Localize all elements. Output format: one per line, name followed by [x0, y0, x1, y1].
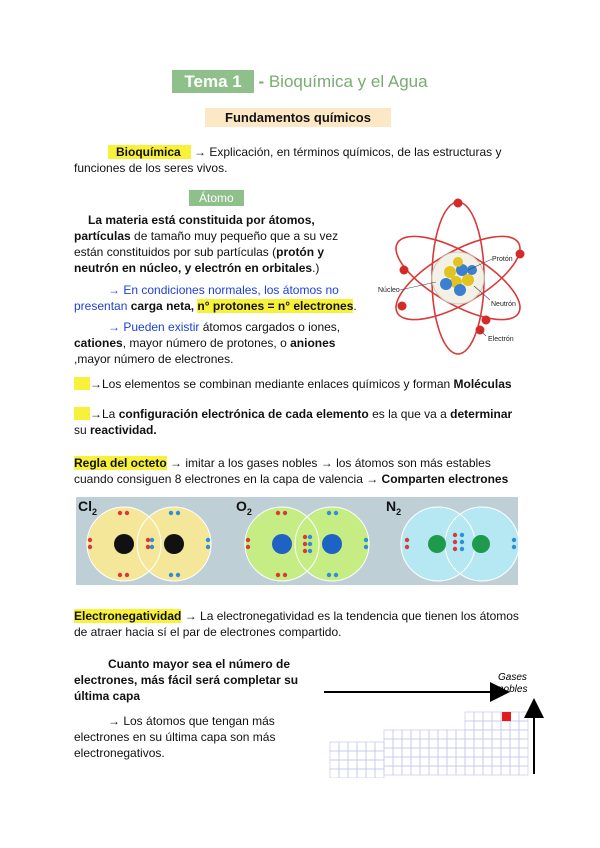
table-cell — [357, 751, 366, 760]
table-cell — [447, 757, 456, 766]
table-cell — [483, 757, 492, 766]
table-cell — [420, 730, 429, 739]
molecule-symbol: O — [236, 498, 247, 514]
table-cell — [483, 766, 492, 775]
table-cell — [411, 730, 420, 739]
table-cell — [429, 748, 438, 757]
table-cell — [402, 748, 411, 757]
table-cell — [465, 712, 474, 721]
molecule-symbol: Cl — [78, 498, 92, 514]
table-cell — [501, 721, 510, 730]
table-cell — [384, 766, 393, 775]
table-cell — [438, 757, 447, 766]
table-cell — [474, 730, 483, 739]
table-cell — [465, 757, 474, 766]
electron-dot — [398, 302, 407, 311]
table-cell — [519, 757, 528, 766]
molecule-cl2 — [78, 498, 211, 581]
table-cell — [438, 748, 447, 757]
table-cell — [366, 742, 375, 751]
table-cell — [375, 760, 384, 769]
table-cell — [393, 757, 402, 766]
table-cell — [402, 766, 411, 775]
table-cell — [519, 766, 528, 775]
table-cell — [474, 739, 483, 748]
bioquimica-paragraph — [74, 144, 514, 176]
table-cell — [339, 751, 348, 760]
table-cell — [465, 739, 474, 748]
table-cell — [519, 748, 528, 757]
table-cell — [492, 712, 501, 721]
table-cell — [510, 766, 519, 775]
table-cell — [384, 730, 393, 739]
table-cell — [483, 730, 492, 739]
atom-diagram — [372, 198, 532, 366]
table-cell — [420, 748, 429, 757]
table-cell — [465, 748, 474, 757]
table-cell — [402, 739, 411, 748]
table-cell — [429, 739, 438, 748]
table-cell — [384, 748, 393, 757]
molecule-subscript: 2 — [246, 507, 252, 517]
table-cell — [519, 730, 528, 739]
table-cell — [438, 730, 447, 739]
table-cell — [438, 766, 447, 775]
bioquimica-def-line2: funciones de los seres vivos. — [74, 161, 228, 175]
table-cell — [501, 748, 510, 757]
table-cell — [519, 739, 528, 748]
table-cell — [456, 766, 465, 775]
table-cell — [483, 712, 492, 721]
table-cell — [492, 721, 501, 730]
noble-gas-cell-highlight — [502, 712, 511, 721]
table-cell — [393, 739, 402, 748]
table-cell — [429, 757, 438, 766]
table-cell — [510, 730, 519, 739]
atomo-paragraph-1: La materia está constituida por átomos, partículas de tamaño muy pequeño que a su vez están constituidos por sub partículas (protón y neutrón en núcleo, y electrón en orbitales.) — [74, 213, 339, 275]
table-cell — [393, 748, 402, 757]
molecule-o2 — [236, 498, 369, 581]
table-cell — [330, 760, 339, 769]
molecules-svg — [76, 497, 518, 585]
table-cell — [348, 742, 357, 751]
table-cell — [330, 769, 339, 778]
table-cell — [357, 742, 366, 751]
section-heading-fundamentos: Fundamentos químicos — [205, 108, 391, 127]
table-cell — [438, 739, 447, 748]
table-cell — [420, 757, 429, 766]
molecule-symbol: N — [386, 498, 397, 514]
electron-dot — [400, 266, 409, 275]
molecule-subscript: 2 — [92, 507, 98, 517]
table-cell — [375, 742, 384, 751]
atomo-chip: Átomo — [189, 189, 244, 207]
table-cell — [483, 739, 492, 748]
table-cell — [492, 748, 501, 757]
table-cell — [393, 766, 402, 775]
table-cell — [483, 748, 492, 757]
table-cell — [492, 766, 501, 775]
table-cell — [456, 757, 465, 766]
electron-dot — [482, 316, 491, 325]
table-cell — [492, 757, 501, 766]
table-cell — [474, 757, 483, 766]
table-cell — [447, 739, 456, 748]
table-cell — [366, 760, 375, 769]
table-cell — [339, 769, 348, 778]
table-cell — [519, 721, 528, 730]
table-cell — [402, 730, 411, 739]
table-cell — [348, 769, 357, 778]
table-cell — [510, 712, 519, 721]
table-cell — [375, 751, 384, 760]
title-sep: - — [253, 72, 269, 91]
table-cell — [447, 766, 456, 775]
table-cell — [501, 757, 510, 766]
table-cell — [465, 766, 474, 775]
table-cell — [465, 730, 474, 739]
configuracion-paragraph: →La configuración electrónica de cada elemento es la que va a determinar su reactividad. — [74, 407, 513, 437]
label-proton: Protón — [492, 256, 513, 263]
table-cell — [501, 766, 510, 775]
table-cell — [492, 739, 501, 748]
table-cell — [366, 751, 375, 760]
label-neutron: Neutrón — [491, 301, 516, 308]
table-cell — [519, 712, 528, 721]
table-cell — [429, 766, 438, 775]
table-cell — [474, 766, 483, 775]
moleculas-line: →Los elementos se combinan mediante enlaces químicos y forman Moléculas — [74, 376, 534, 392]
table-cell — [357, 769, 366, 778]
table-cell — [456, 748, 465, 757]
table-cell — [456, 730, 465, 739]
title-rest: Bioquímica y el Agua — [268, 72, 428, 91]
table-cell — [510, 748, 519, 757]
atomo-paragraph-3: → Pueden existir átomos cargados o iones, cationes, mayor número de protones, o aniones ,mayor número de electrones. — [74, 320, 341, 366]
table-grid — [330, 712, 528, 778]
table-cell — [474, 712, 483, 721]
cuanto-paragraph-2: → Los átomos que tengan más electrones en su última capa son más electronegativos. — [74, 714, 276, 760]
label-gases: Gases — [498, 672, 527, 683]
svg-text:O2 — [236, 498, 252, 517]
electroneg-paragraph: Electronegatividad → La electronegatividad es la tendencia que tienen los átomos de atraer hacia sí el par de electrones compartido. — [74, 609, 519, 639]
tema-chip: Tema 1 — [172, 70, 253, 93]
table-cell — [384, 739, 393, 748]
electron-dot — [454, 199, 463, 208]
table-cell — [429, 730, 438, 739]
table-cell — [393, 730, 402, 739]
atomo-paragraph-2: → En condiciones normales, los átomos no presentan carga neta, n° protones = n° electrones. — [74, 283, 357, 313]
table-cell — [411, 748, 420, 757]
table-cell — [384, 757, 393, 766]
table-cell — [447, 748, 456, 757]
table-cell — [411, 766, 420, 775]
highlight-box — [74, 377, 90, 390]
bioquimica-def: → Explicación, en términos químicos, de las estructuras y — [190, 145, 502, 159]
label-electron: Electrón — [488, 336, 514, 343]
table-cell — [483, 721, 492, 730]
table-cell — [420, 739, 429, 748]
table-cell — [366, 769, 375, 778]
table-cell — [465, 721, 474, 730]
table-cell — [510, 721, 519, 730]
molecule-subscript: 2 — [396, 507, 402, 517]
table-cell — [474, 748, 483, 757]
label-nucleo: Núcleo — [378, 287, 400, 294]
table-cell — [339, 760, 348, 769]
svg-text:Cl2 — [78, 498, 97, 517]
table-cell — [348, 751, 357, 760]
electroneg-term: Electronegatividad — [74, 609, 182, 623]
cuanto-paragraph: Cuanto mayor sea el número de electrones, más fácil será completar su última capa — [74, 657, 299, 703]
table-cell — [375, 769, 384, 778]
table-cell — [456, 739, 465, 748]
table-cell — [510, 757, 519, 766]
bioquimica-term: Bioquímica — [108, 145, 191, 159]
table-cell — [330, 742, 339, 751]
table-cell — [411, 739, 420, 748]
table-cell — [411, 757, 420, 766]
highlight-box — [74, 407, 90, 420]
table-cell — [447, 730, 456, 739]
octeto-paragraph: Regla del octeto → imitar a los gases nobles → los átomos son más estables cuando consiguen 8 electrones en la capa de valencia → Comparten electrones — [74, 456, 509, 486]
table-cell — [339, 742, 348, 751]
octeto-term: Regla del octeto — [74, 456, 167, 470]
electron-dot — [516, 250, 525, 259]
table-cell — [330, 751, 339, 760]
molecule-n2 — [386, 498, 518, 581]
table-cell — [474, 721, 483, 730]
molecules-panel — [76, 497, 518, 585]
label-nobles: nobles — [498, 684, 528, 695]
table-cell — [510, 739, 519, 748]
svg-text:N2 — [386, 498, 401, 517]
page-title — [0, 72, 600, 92]
table-cell — [348, 760, 357, 769]
table-cell — [501, 739, 510, 748]
table-cell — [492, 730, 501, 739]
table-cell — [420, 766, 429, 775]
table-cell — [402, 757, 411, 766]
table-cell — [357, 760, 366, 769]
table-cell — [501, 730, 510, 739]
periodic-table-diagram — [320, 668, 552, 778]
